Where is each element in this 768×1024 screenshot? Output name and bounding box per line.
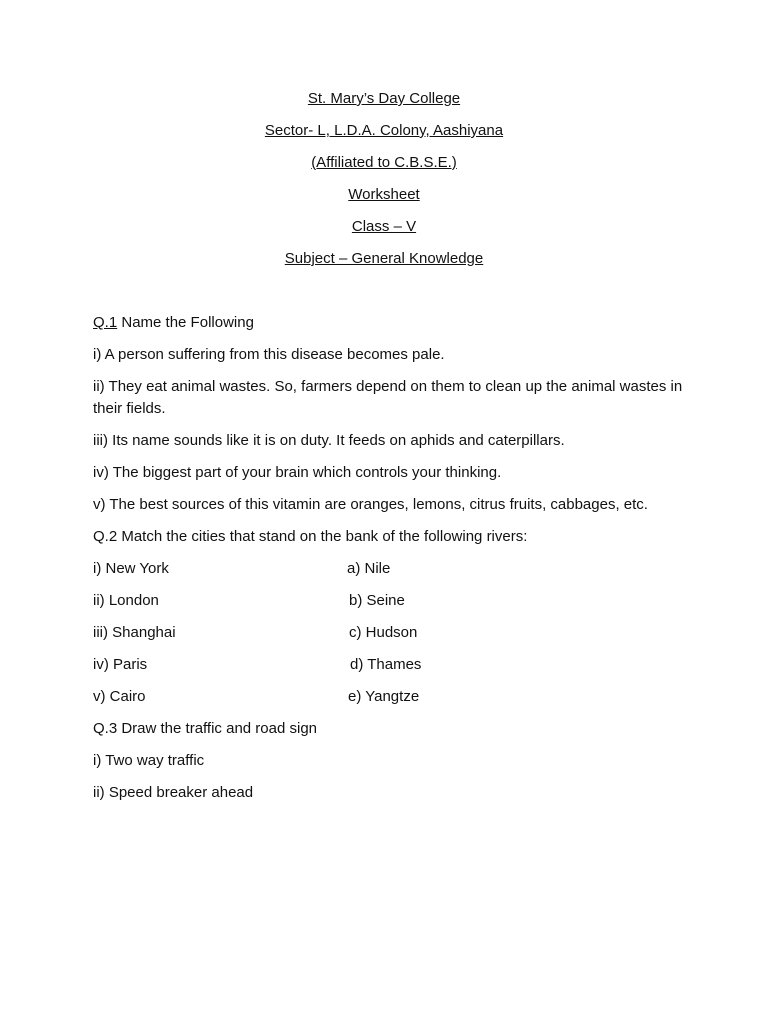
match-river: a) Nile xyxy=(347,560,391,577)
school-address: Sector- L, L.D.A. Colony, Aashiyana xyxy=(264,122,504,139)
class-label: Class – V xyxy=(351,218,417,235)
q1-item: iv) The biggest part of your brain which controls your thinking. xyxy=(93,464,502,481)
match-river: e) Yangtze xyxy=(348,688,420,705)
q1-item: ii) They eat animal wastes. So, farmers depend on them to clean up the animal wastes in their fields. xyxy=(93,378,683,417)
address-line xyxy=(0,120,768,152)
match-row xyxy=(93,686,683,718)
match-city: iii) Shanghai xyxy=(93,624,176,641)
match-city: i) New York xyxy=(93,560,169,577)
school-name: St. Mary’s Day College xyxy=(307,90,461,107)
match-row xyxy=(93,558,683,590)
match-city: ii) London xyxy=(93,592,159,609)
q3-item: ii) Speed breaker ahead xyxy=(93,784,254,801)
match-river: c) Hudson xyxy=(349,624,418,641)
q1-item: iii) Its name sounds like it is on duty. It feeds on aphids and caterpillars. xyxy=(93,432,565,449)
q1-title: Name the Following xyxy=(121,314,254,331)
affiliation-line xyxy=(0,152,768,184)
worksheet-body xyxy=(93,312,683,814)
subject-line xyxy=(0,248,768,280)
q1-item: i) A person suffering from this disease becomes pale. xyxy=(93,346,445,363)
q1-heading xyxy=(93,312,683,334)
match-river: d) Thames xyxy=(350,656,422,673)
doc-type-line xyxy=(0,184,768,216)
class-line xyxy=(0,216,768,248)
q1-number: Q.1 xyxy=(93,314,118,331)
subject-label: Subject – General Knowledge xyxy=(284,250,484,267)
school-affiliation: (Affiliated to C.B.S.E.) xyxy=(311,154,457,171)
school-name-line xyxy=(0,88,768,120)
document-type: Worksheet xyxy=(348,186,420,203)
match-row xyxy=(93,622,683,654)
worksheet-header xyxy=(0,88,768,280)
q3-item: i) Two way traffic xyxy=(93,752,205,769)
match-row xyxy=(93,590,683,622)
q3-heading: Q.3 Draw the traffic and road sign xyxy=(93,720,318,737)
match-city: v) Cairo xyxy=(93,688,146,705)
match-row xyxy=(93,654,683,686)
match-city: iv) Paris xyxy=(93,656,148,673)
q1-item: v) The best sources of this vitamin are oranges, lemons, citrus fruits, cabbages, etc. xyxy=(93,496,648,513)
match-river: b) Seine xyxy=(349,592,405,609)
q2-heading: Q.2 Match the cities that stand on the bank of the following rivers: xyxy=(93,528,528,545)
